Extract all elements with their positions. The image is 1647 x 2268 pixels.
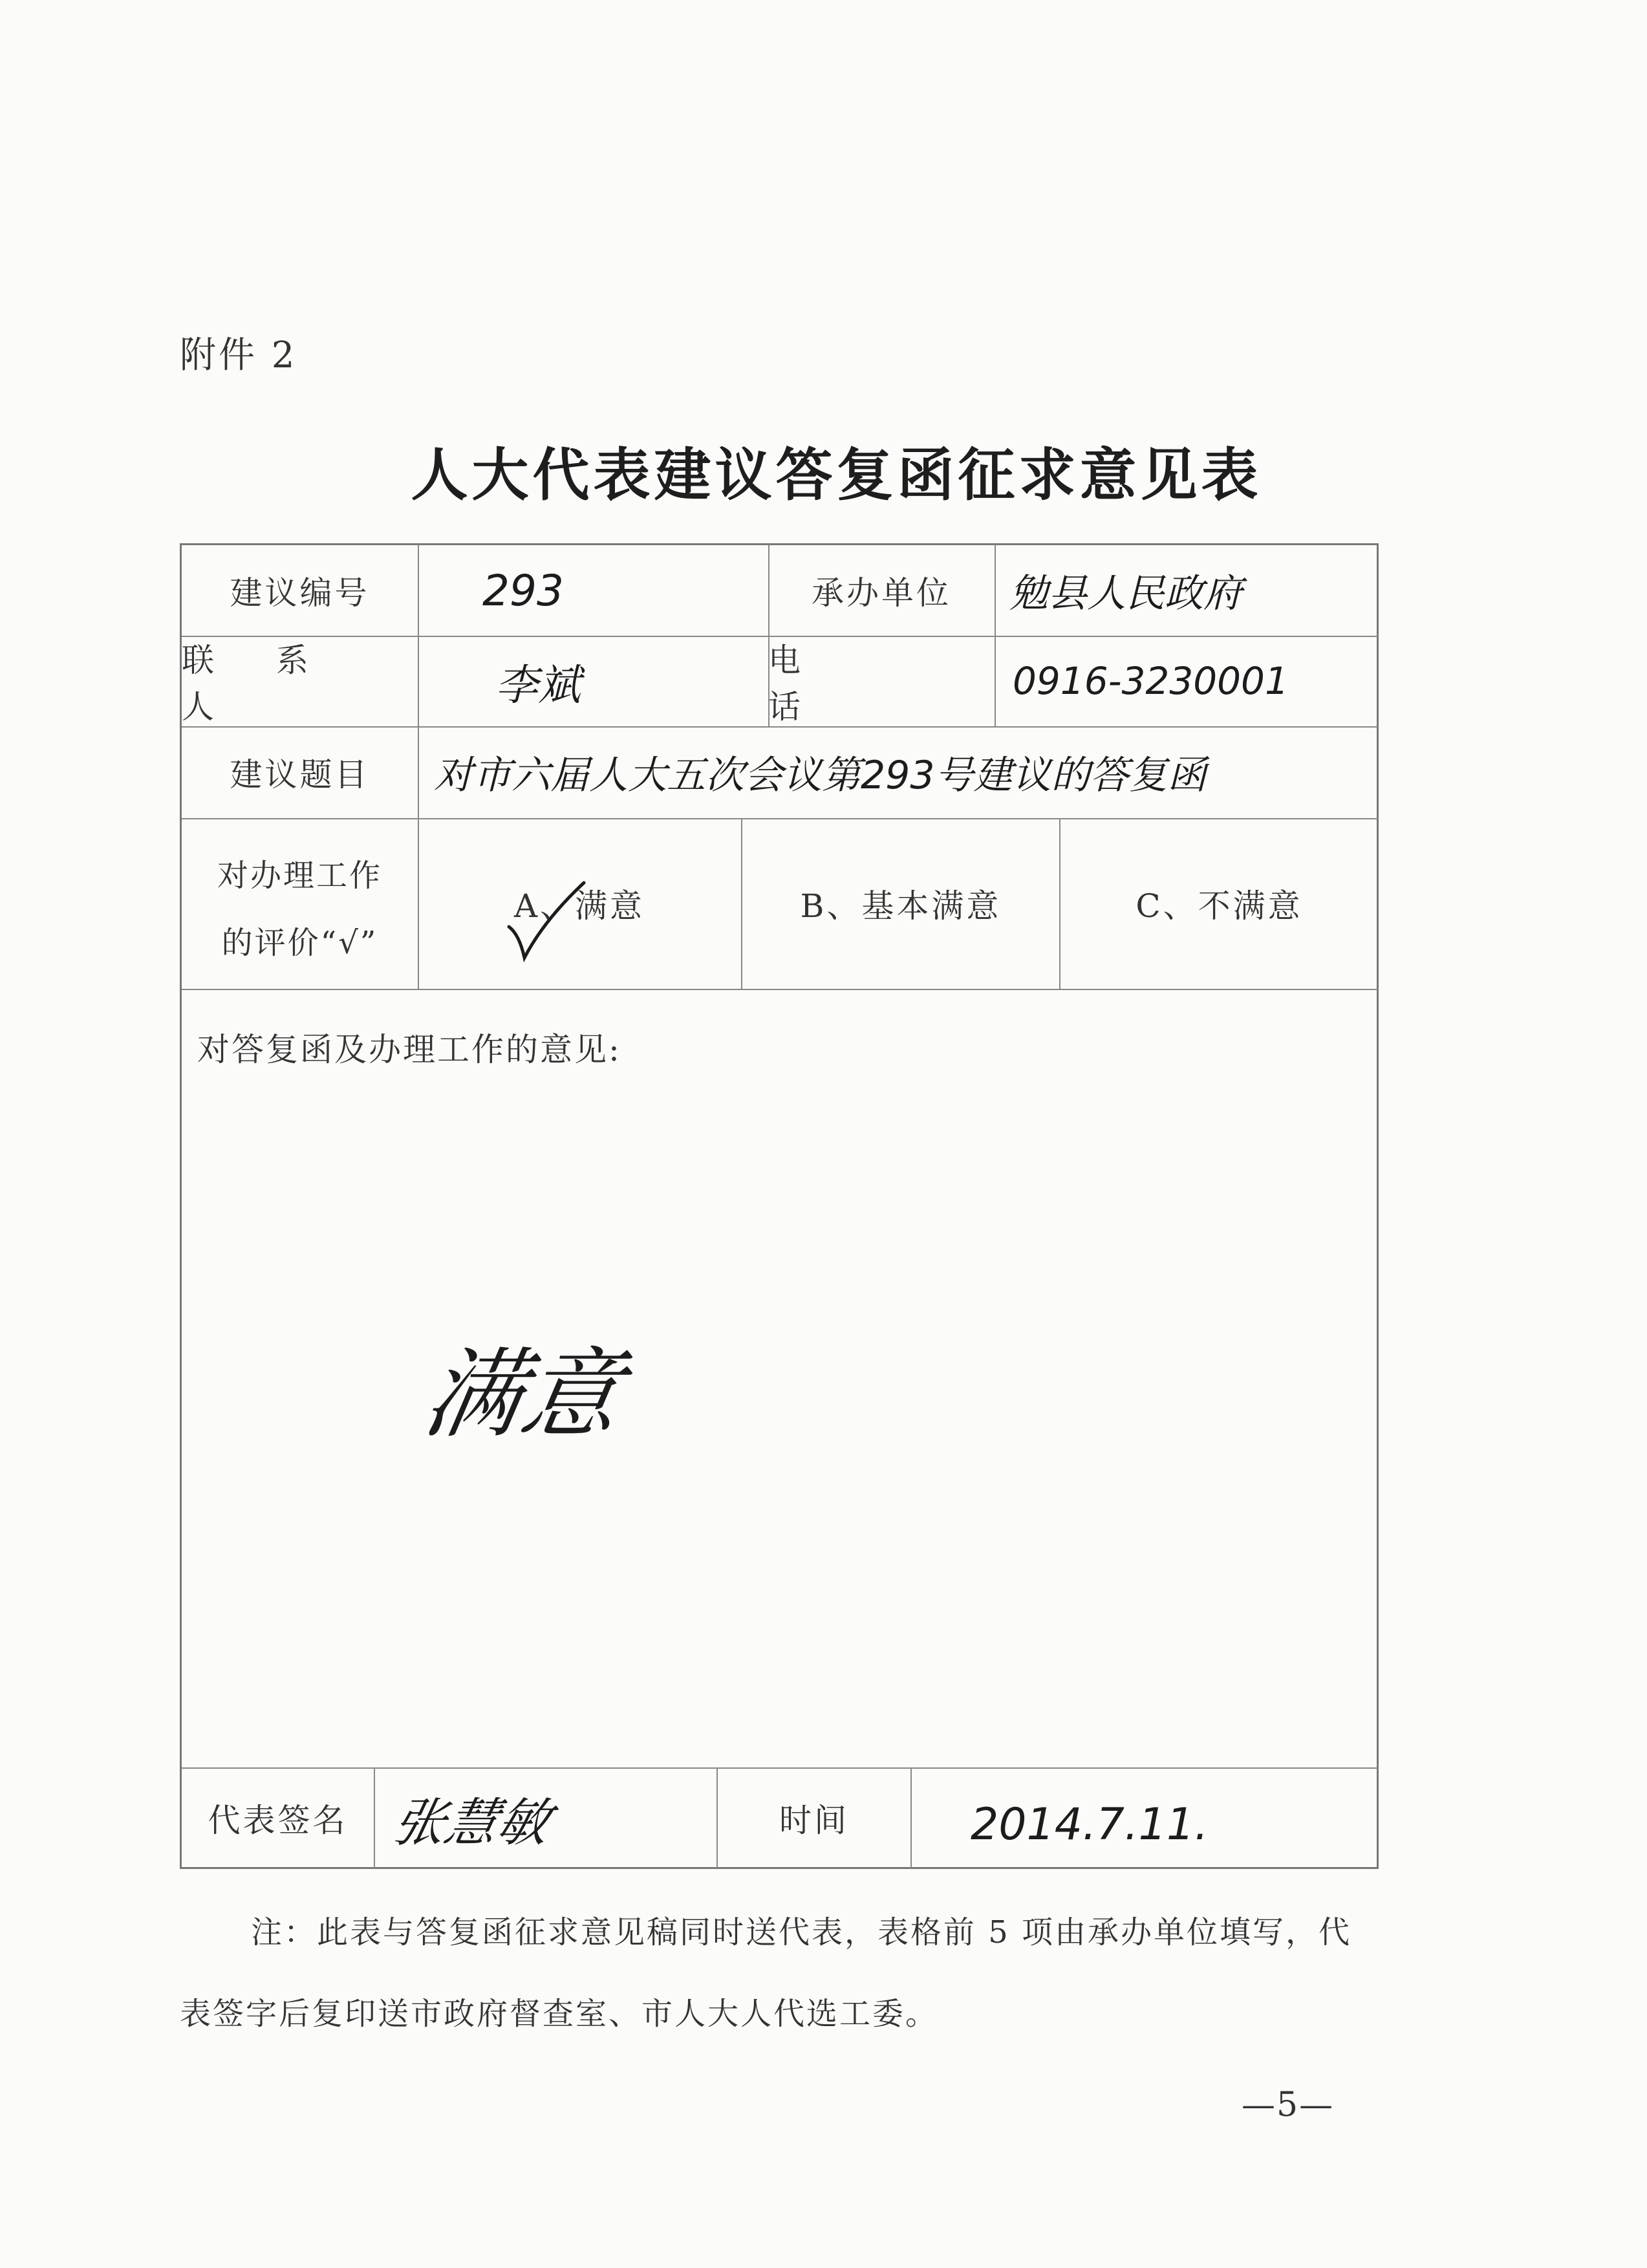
evaluation-label-line1: 对办理工作 (217, 858, 382, 894)
opinion-form (180, 543, 1379, 1869)
column-divider (910, 1767, 912, 1868)
handling-unit-value: 勉县人民政府 (1009, 571, 1242, 616)
phone-label: 电 话 (768, 642, 859, 726)
phone-value: 0916-3230001 (1013, 659, 1289, 703)
row-divider (182, 989, 1378, 990)
suggestion-no-value: 293 (482, 565, 564, 616)
attachment-label: 附件 2 (180, 334, 297, 376)
time-label: 时间 (779, 1802, 849, 1839)
evaluation-label-line2: 的评价“√” (221, 925, 378, 961)
page-title: 人大代表建议答复函征求意见表 (411, 441, 1262, 508)
topic-label: 建议题目 (230, 756, 370, 794)
option-basic-satisfied-label: B、基本满意 (800, 887, 1002, 925)
handling-unit-label: 承办单位 (812, 574, 951, 612)
option-not-satisfied[interactable] (1060, 818, 1378, 989)
column-divider (995, 545, 996, 726)
option-basic-satisfied[interactable] (742, 818, 1059, 989)
opinion-handwriting: 满意 (416, 1339, 630, 1451)
option-not-satisfied-label: C、不满意 (1136, 887, 1303, 925)
footnote: 注：此表与答复函征求意见稿同时送代表，表格前 5 项由承办单位填写，代表签字后复印送市政府督查室、市人大人代选工委。 (180, 1914, 1352, 2032)
option-satisfied-label: A、满意 (513, 887, 645, 925)
rep-signature-label: 代表签名 (208, 1802, 348, 1839)
column-divider (374, 1767, 375, 1868)
rep-signature-value: 张慧敏 (387, 1792, 556, 1853)
contact-value: 李斌 (495, 660, 581, 710)
contact-label: 联 系 人 (182, 642, 334, 726)
opinion-label: 对答复函及办理工作的意见: (197, 1031, 621, 1068)
check-mark-icon (505, 881, 589, 966)
time-value: 2014.7.11. (971, 1798, 1209, 1850)
page-number: —5— (1242, 2086, 1335, 2124)
topic-value: 对市六届人大五次会议第293号建议的答复函 (434, 753, 1207, 798)
suggestion-no-label: 建议编号 (230, 574, 370, 612)
